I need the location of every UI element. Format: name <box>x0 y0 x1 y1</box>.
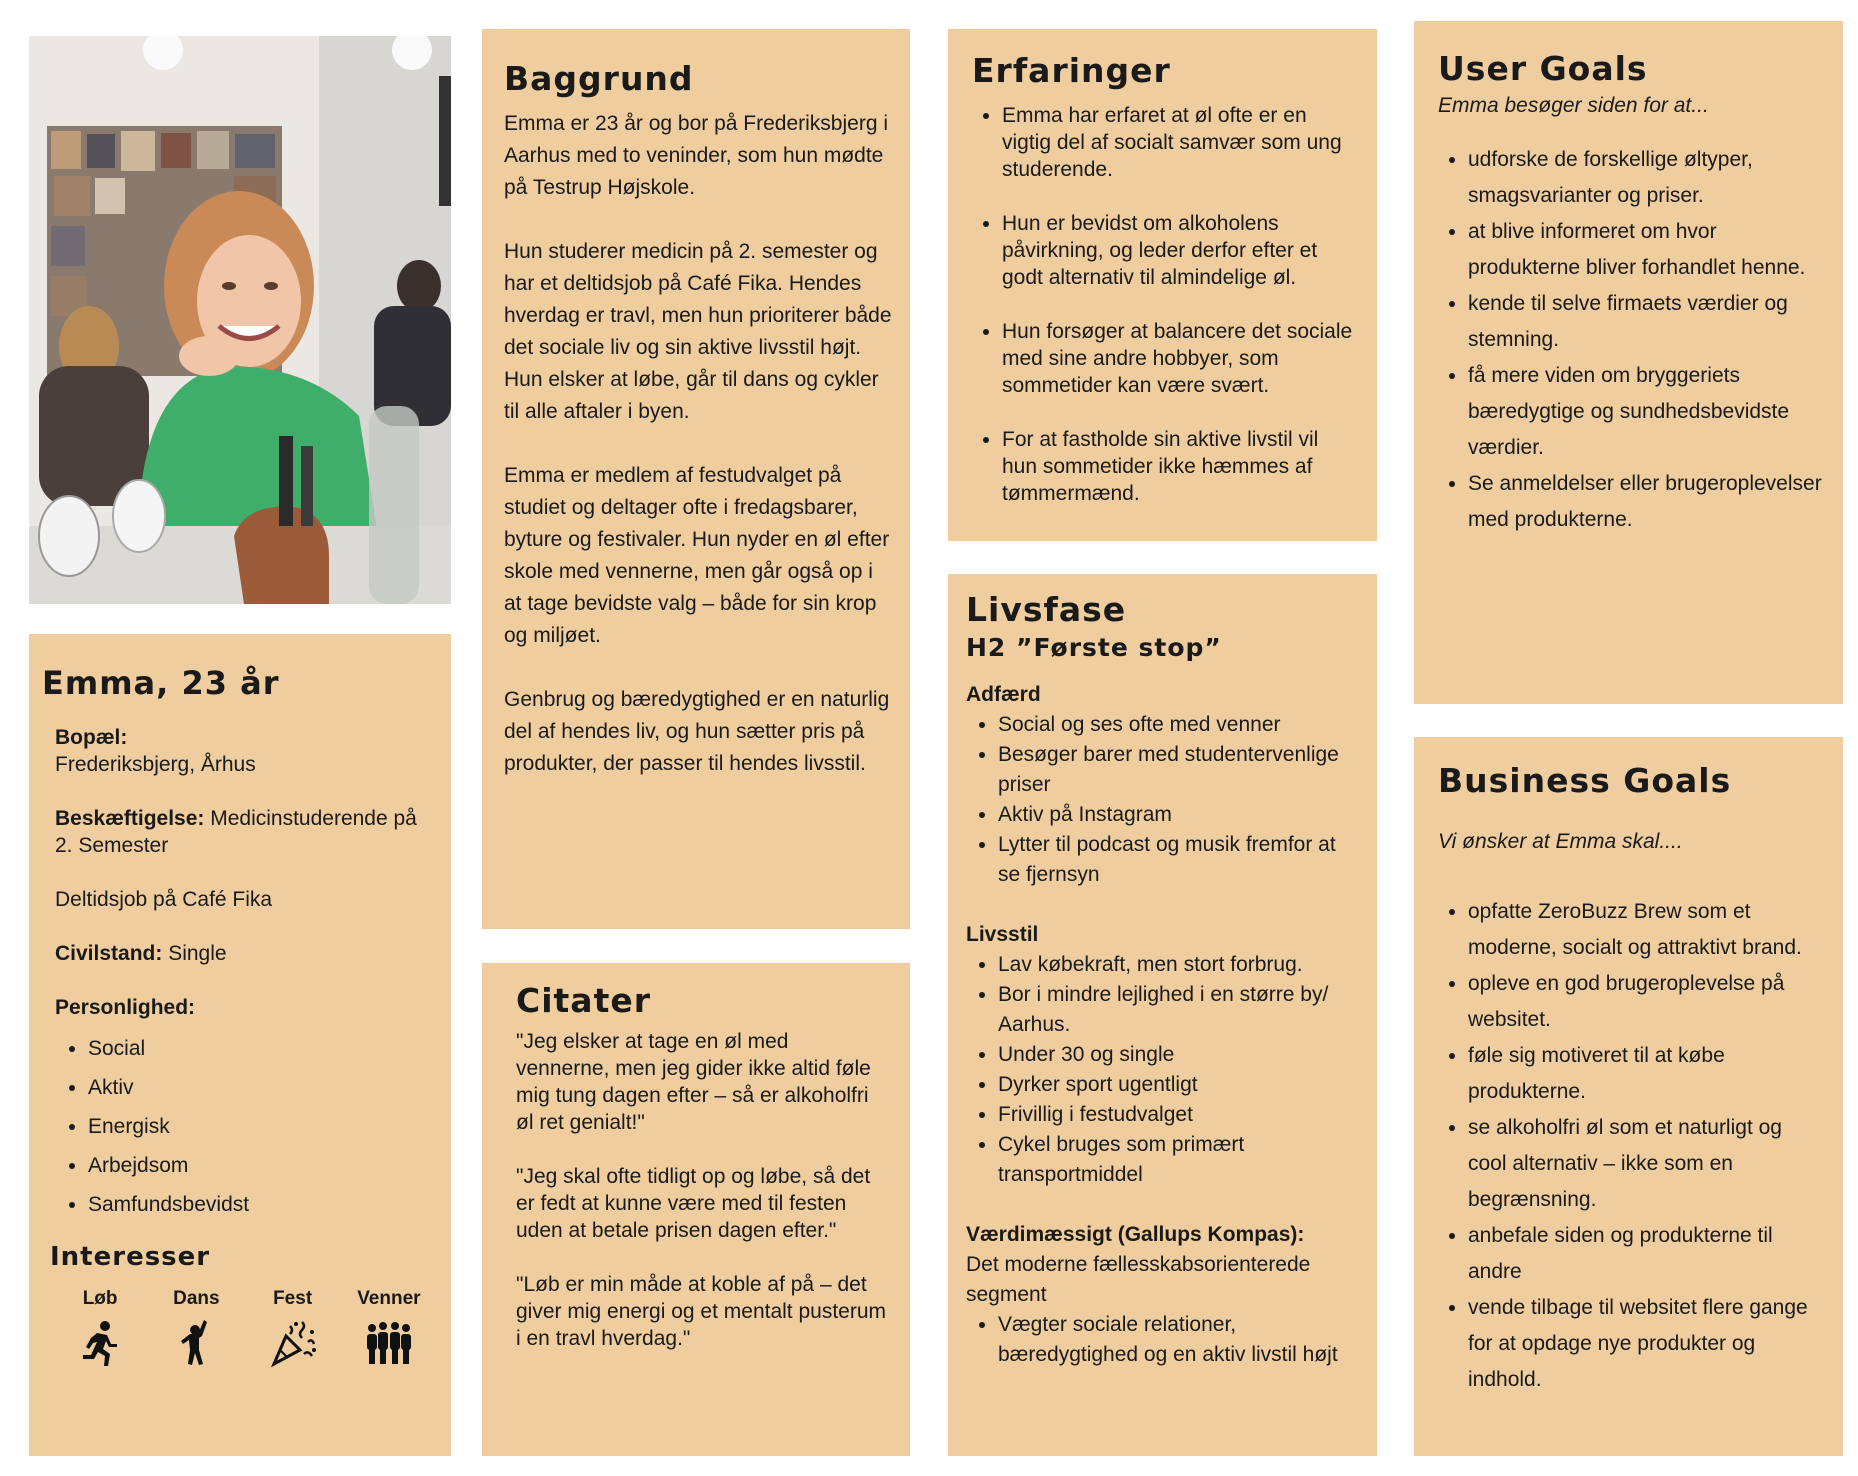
interest-running <box>52 1288 148 1373</box>
list-item: • anbefale siden og produkterne til andre <box>1468 1218 1825 1290</box>
behavior-label: Adfærd <box>966 683 1041 706</box>
civil-value: Single <box>162 942 227 965</box>
list-item: • Besøger barer med studentervenlige priser <box>998 740 1359 800</box>
list-item: • kende til selve firmaets værdier og stemning. <box>1468 286 1825 358</box>
experiences-title: Erfaringer <box>972 51 1171 90</box>
list-item: • opleve en god brugeroplevelse på websitet. <box>1468 966 1825 1038</box>
list-item: • Hun er bevidst om alkoholens påvirkning, og leder derfor efter et godt alternativ til almindelige øl. <box>1002 210 1359 291</box>
occupation-value: Medicinstuderende på 2. Semester <box>55 807 417 857</box>
list-item: • Samfundsbevidst <box>88 1185 437 1224</box>
quotes-card <box>482 963 910 1456</box>
residence-section <box>42 724 437 1021</box>
interest-label: Venner <box>357 1288 421 1309</box>
background-card <box>482 29 910 929</box>
user-goals-subtitle: Emma besøger siden for at... <box>1438 94 1709 117</box>
quote: "Jeg elsker at tage en øl med vennerne, men jeg gider ikke altid føle mig tung dagen efter – så er alkoholfri øl ret genialt!" <box>516 1030 871 1134</box>
list-item: • at blive informeret om hvor produkterne bliver forhandlet henne. <box>1468 214 1825 286</box>
party-popper-icon <box>268 1318 318 1368</box>
background-paragraph: Hun studerer medicin på 2. semester og har et deltidsjob på Café Fika. Hendes hverdag er travl, men hun prioriterer både det sociale liv og sin aktive livsstil højt. Hun elsker at løbe, går til dans og cykler til alle aftaler i byen. <box>504 240 892 423</box>
residence-label: Bopæl: <box>55 726 128 749</box>
list-item: • opfatte ZeroBuzz Brew som et moderne, socialt og attraktivt brand. <box>1468 894 1825 966</box>
list-item: • Aktiv på Instagram <box>998 800 1359 830</box>
occupation <box>55 805 437 859</box>
list-item: • Bor i mindre lejlighed i en større by/ Aarhus. <box>998 980 1359 1040</box>
list-item: • Under 30 og single <box>998 1040 1359 1070</box>
civil-status <box>55 940 437 967</box>
list-item: • Emma har erfaret at øl ofte er en vigtig del af socialt samvær som ung studerende. <box>1002 102 1359 183</box>
life-phase-subtitle: H2 ”Første stop” <box>966 633 1222 662</box>
values-list <box>966 1310 1359 1370</box>
list-item: • Frivillig i festudvalget <box>998 1100 1359 1130</box>
background-paragraph: Genbrug og bæredygtighed er en naturlig del af hendes liv, og hun sætter pris på produkter, der passer til hendes livsstil. <box>504 688 890 775</box>
interest-label: Fest <box>273 1288 313 1309</box>
quotes-title: Citater <box>516 981 652 1020</box>
life-phase-card <box>948 574 1377 1456</box>
interest-label: Dans <box>173 1288 220 1309</box>
lifestyle-list <box>966 950 1359 1190</box>
interest-label: Løb <box>82 1288 118 1309</box>
list-item: • Cykel bruges som primært transportmiddel <box>998 1130 1359 1190</box>
list-item: • Lav købekraft, men stort forbrug. <box>998 950 1359 980</box>
friends-icon <box>364 1318 414 1368</box>
background-paragraph: Emma er 23 år og bor på Frederiksbjerg i Aarhus med to veninder, som hun mødte på Testrup Højskole. <box>504 112 888 199</box>
list-item: • For at fastholde sin aktive livstil vil hun sommetider ikke hæmmes af tømmermænd. <box>1002 426 1359 507</box>
interest-party <box>245 1288 341 1373</box>
list-item: • Arbejdsom <box>88 1146 437 1185</box>
civil-label: Civilstand: <box>55 942 163 965</box>
profile-card <box>29 634 451 1456</box>
list-item: • Aktiv <box>88 1068 437 1107</box>
list-item: • se alkoholfri øl som et naturligt og cool alternativ – ikke som en begrænsning. <box>1468 1110 1825 1218</box>
behavior-list <box>966 710 1359 890</box>
list-item: • Dyrker sport ugentligt <box>998 1070 1359 1100</box>
business-goals-list <box>1438 894 1825 1398</box>
personality-list <box>42 1029 437 1224</box>
list-item: • Lytter til podcast og musik fremfor at se fjernsyn <box>998 830 1359 890</box>
interests-title: Interesser <box>50 1242 211 1272</box>
values-label: Værdimæssigt (Gallups Kompas): <box>966 1223 1305 1246</box>
life-phase-title: Livsfase <box>966 590 1127 629</box>
list-item: • Hun forsøger at balancere det sociale med sine andre hobbyer, som sommetider kan være svært. <box>1002 318 1359 399</box>
list-item: • få mere viden om bryggeriets bæredygtige og sundhedsbevidste værdier. <box>1468 358 1825 466</box>
persona-photo <box>29 36 451 604</box>
list-item: • Social og ses ofte med venner <box>998 710 1359 740</box>
quote: "Jeg skal ofte tidligt op og løbe, så det er fedt at kunne være med til festen uden at betale prisen dagen efter." <box>516 1165 871 1242</box>
list-item: • Social <box>88 1029 437 1068</box>
running-icon <box>75 1318 125 1368</box>
values-text: Det moderne fællesskabsorienterede segment <box>966 1253 1311 1306</box>
user-goals-card <box>1414 21 1843 704</box>
list-item: • Vægter sociale relationer, bæredygtighed og en aktiv livstil højt <box>998 1310 1359 1370</box>
persona-name: Emma, 23 år <box>42 664 280 702</box>
experiences-card <box>948 29 1377 541</box>
list-item: • Energisk <box>88 1107 437 1146</box>
business-goals-title: Business Goals <box>1438 761 1732 800</box>
list-item: • vende tilbage til websitet flere gange for at opdage nye produkter og indhold. <box>1468 1290 1825 1398</box>
list-item: • Se anmeldelser eller brugeroplevelser med produkterne. <box>1468 466 1825 538</box>
interest-friends <box>341 1288 437 1373</box>
interest-dancing <box>148 1288 244 1373</box>
background-paragraph: Emma er medlem af festudvalget på studiet og deltager ofte i fredagsbarer, byture og festivaler. Hun nyder en øl efter skole med vennerne, men går også op i at tage bevidste valg – både for sin krop og miljøet. <box>504 464 890 647</box>
dancing-icon <box>171 1318 221 1368</box>
personality-label: Personlighed: <box>55 996 196 1019</box>
experiences-list <box>972 102 1359 507</box>
interests-row <box>42 1288 437 1373</box>
job: Deltidsjob på Café Fika <box>55 888 273 911</box>
business-goals-card <box>1414 737 1843 1456</box>
occupation-label: Beskæftigelse: <box>55 807 205 830</box>
persona-photo-illustration <box>29 36 451 604</box>
quote: "Løb er min måde at koble af på – det giver mig energi og et mentalt pusterum i en travl hverdag." <box>516 1273 887 1350</box>
user-goals-title: User Goals <box>1438 49 1648 88</box>
list-item: • udforske de forskellige øltyper, smagsvarianter og priser. <box>1468 142 1825 214</box>
residence-value: Frederiksbjerg, Århus <box>55 753 256 776</box>
user-goals-list <box>1438 142 1825 538</box>
list-item: • føle sig motiveret til at købe produkterne. <box>1468 1038 1825 1110</box>
lifestyle-label: Livsstil <box>966 923 1039 946</box>
business-goals-subtitle: Vi ønsker at Emma skal.... <box>1438 830 1683 853</box>
background-title: Baggrund <box>504 59 694 98</box>
